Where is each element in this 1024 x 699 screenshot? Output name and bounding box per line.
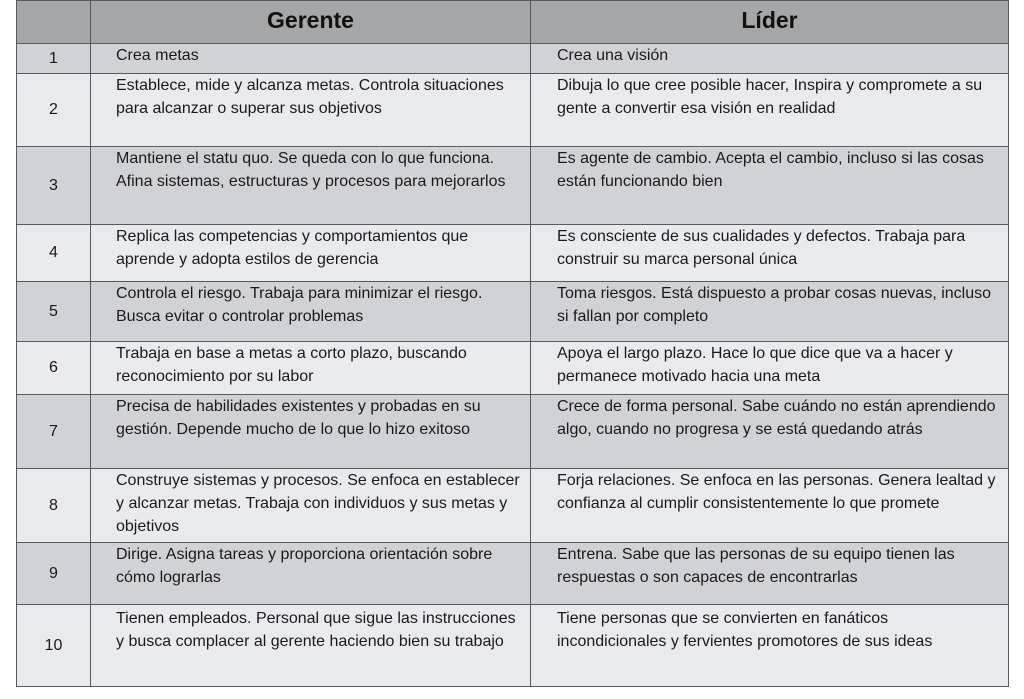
row-number: 5 [17, 282, 91, 342]
table-row [17, 543, 1009, 605]
gerente-cell: Tienen empleados. Personal que sigue las instrucciones y busca complacer al gerente haciendo bien su trabajo [91, 605, 531, 687]
gerente-cell: Precisa de habilidades existentes y probadas en su gestión. Depende mucho de lo que lo hizo exitoso [91, 395, 531, 469]
gerente-cell: Construye sistemas y procesos. Se enfoca en establecer y alcanzar metas. Trabaja con individuos y sus metas y objetivos [91, 469, 531, 543]
table-row [17, 44, 1009, 74]
lider-cell: Crece de forma personal. Sabe cuándo no están aprendiendo algo, cuando no progresa y se está quedando atrás [531, 395, 1009, 469]
row-number: 10 [17, 605, 91, 687]
lider-cell: Apoya el largo plazo. Hace lo que dice que va a hacer y permanece motivado hacia una meta [531, 342, 1009, 395]
table-row [17, 342, 1009, 395]
row-number: 9 [17, 543, 91, 605]
lider-cell: Crea una visión [531, 44, 1009, 74]
table-row [17, 225, 1009, 282]
gerente-cell: Mantiene el statu quo. Se queda con lo que funciona. Afina sistemas, estructuras y procesos para mejorarlos [91, 147, 531, 225]
lider-cell: Es agente de cambio. Acepta el cambio, incluso si las cosas están funcionando bien [531, 147, 1009, 225]
gerente-cell: Crea metas [91, 44, 531, 74]
table-row [17, 395, 1009, 469]
header-row [17, 1, 1009, 44]
table-row [17, 74, 1009, 147]
row-number: 2 [17, 74, 91, 147]
table-row [17, 469, 1009, 543]
row-number: 6 [17, 342, 91, 395]
gerente-cell: Dirige. Asigna tareas y proporciona orientación sobre cómo lograrlas [91, 543, 531, 605]
header-gerente: Gerente [91, 1, 531, 44]
header-lider: Líder [531, 1, 1009, 44]
gerente-cell: Controla el riesgo. Trabaja para minimizar el riesgo. Busca evitar o controlar problemas [91, 282, 531, 342]
lider-cell: Dibuja lo que cree posible hacer, Inspira y compromete a su gente a convertir esa visión en realidad [531, 74, 1009, 147]
comparison-table [16, 0, 1009, 687]
row-number: 3 [17, 147, 91, 225]
row-number: 4 [17, 225, 91, 282]
row-number: 1 [17, 44, 91, 74]
table-row [17, 605, 1009, 687]
row-number: 7 [17, 395, 91, 469]
lider-cell: Forja relaciones. Se enfoca en las personas. Genera lealtad y confianza al cumplir consistentemente lo que promete [531, 469, 1009, 543]
table-row [17, 282, 1009, 342]
lider-cell: Es consciente de sus cualidades y defectos. Trabaja para construir su marca personal única [531, 225, 1009, 282]
lider-cell: Toma riesgos. Está dispuesto a probar cosas nuevas, incluso si fallan por completo [531, 282, 1009, 342]
gerente-cell: Trabaja en base a metas a corto plazo, buscando reconocimiento por su labor [91, 342, 531, 395]
row-number: 8 [17, 469, 91, 543]
lider-cell: Tiene personas que se convierten en fanáticos incondicionales y fervientes promotores de sus ideas [531, 605, 1009, 687]
table-row [17, 147, 1009, 225]
header-num [17, 1, 91, 44]
lider-cell: Entrena. Sabe que las personas de su equipo tienen las respuestas o son capaces de encontrarlas [531, 543, 1009, 605]
gerente-cell: Replica las competencias y comportamientos que aprende y adopta estilos de gerencia [91, 225, 531, 282]
gerente-cell: Establece, mide y alcanza metas. Controla situaciones para alcanzar o superar sus objetivos [91, 74, 531, 147]
